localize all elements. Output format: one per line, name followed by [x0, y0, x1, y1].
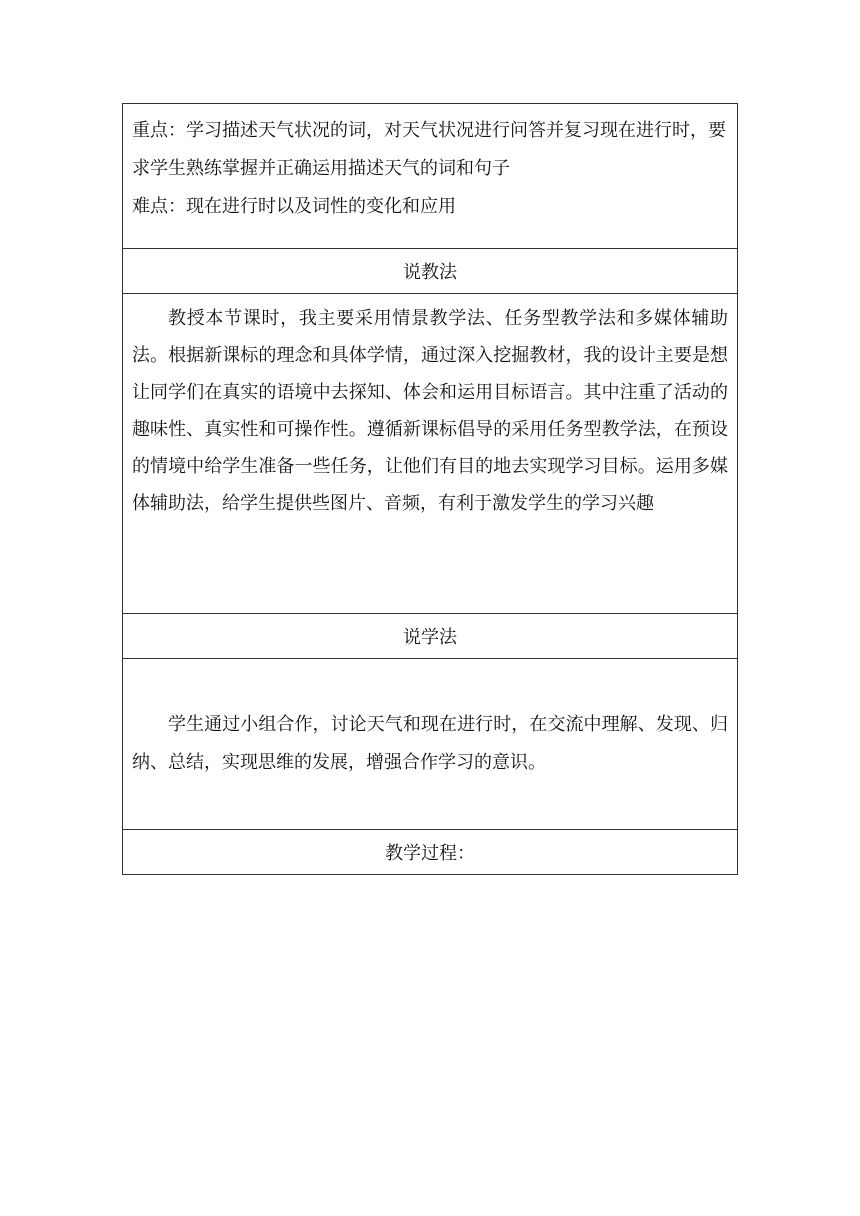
key-points-text: 重点：学习描述天气状况的词，对天气状况进行问答并复习现在进行时，要求学生熟练掌握并正确运用描述天气的词和句子	[132, 120, 726, 179]
teaching-process-heading: 教学过程：	[123, 830, 738, 875]
teaching-method-row	[123, 294, 738, 614]
study-method-text: 学生通过小组合作，讨论天气和现在进行时，在交流中理解、发现、归纳、总结，实现思维的发展，增强合作学习的意识。	[132, 714, 728, 773]
teaching-method-cell	[123, 294, 738, 614]
study-method-row	[123, 659, 738, 830]
study-method-cell	[123, 659, 738, 830]
key-points-row	[123, 104, 738, 249]
lesson-plan-table	[122, 103, 738, 875]
teaching-method-heading-row	[123, 249, 738, 294]
study-method-heading-row	[123, 614, 738, 659]
key-points-cell	[123, 104, 738, 249]
difficult-points-text: 难点：现在进行时以及词性的变化和应用	[132, 196, 456, 217]
teaching-process-heading-row	[123, 830, 738, 875]
study-method-heading: 说学法	[123, 614, 738, 659]
teaching-method-heading: 说教法	[123, 249, 738, 294]
teaching-method-text: 教授本节课时，我主要采用情景教学法、任务型教学法和多媒体辅助法。根据新课标的理念和具体学情，通过深入挖掘教材，我的设计主要是想让同学们在真实的语境中去探知、体会和运用目标语言。其中注重了活动的趣味性、真实性和可操作性。遵循新课标倡导的采用任务型教学法，在预设的情境中给学生准备一些任务，让他们有目的地去实现学习目标。运用多媒体辅助法，给学生提供些图片、音频，有利于激发学生的学习兴趣	[132, 308, 728, 514]
